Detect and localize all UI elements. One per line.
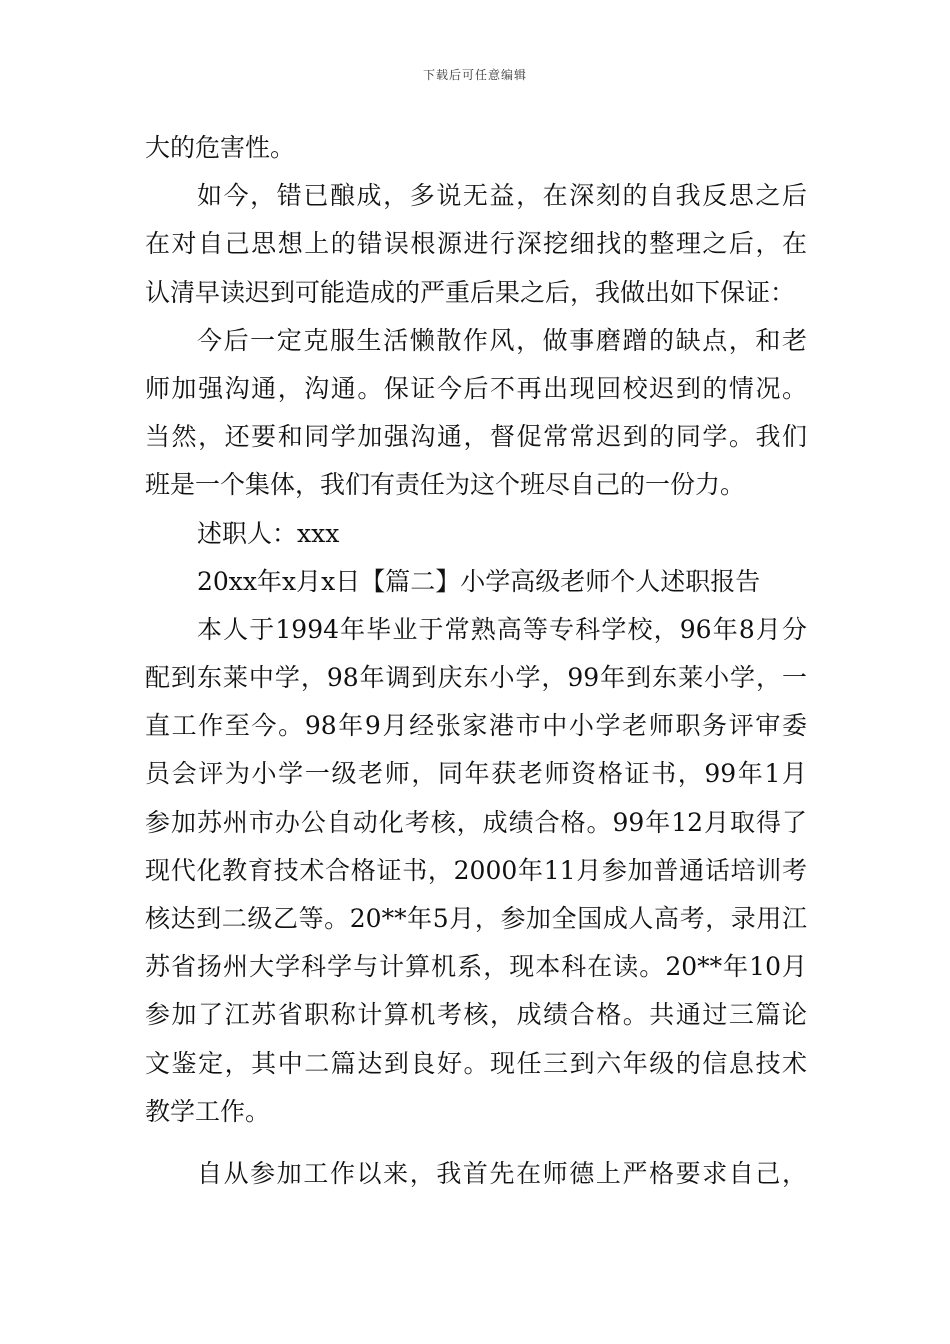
text-line: 认清早读迟到可能造成的严重后果之后，我做出如下保证： <box>145 277 796 307</box>
paragraph-gap <box>145 1136 807 1150</box>
text-line: 大的危害性。 <box>145 133 296 162</box>
text-line: 如今，错已酿成，多说无益，在深刻的自我反思之后 <box>197 181 807 211</box>
text-line: 师加强沟通，沟通。保证今后不再出现回校迟到的情况。 <box>145 373 807 403</box>
text-line: 20xx年x月x日【篇二】小学高级老师个人述职报告 <box>197 566 761 596</box>
text-line: 现代化教育技术合格证书，2000年11月参加普通话培训考 <box>145 855 807 885</box>
text-line: 核达到二级乙等。20**年5月，参加全国成人高考，录用江 <box>145 904 807 933</box>
text-line: 配到东莱中学，98年调到庆东小学，99年到东莱小学，一 <box>145 663 807 693</box>
text-line: 述职人：xxx <box>197 518 340 548</box>
header-note: 下载后可任意编辑 <box>422 68 527 82</box>
body-text <box>145 124 807 1198</box>
text-line: 教学工作。 <box>145 1096 271 1126</box>
text-line: 班是一个集体，我们有责任为这个班尽自己的一份力。 <box>145 470 746 500</box>
text-line: 员会评为小学一级老师，同年获老师资格证书，99年1月 <box>145 759 807 789</box>
text-line: 直工作至今。98年9月经张家港市中小学老师职务评审委 <box>145 711 807 741</box>
text-line: 今后一定克服生活懒散作风，做事磨蹭的缺点，和老 <box>197 325 807 355</box>
text-line: 参加苏州市办公自动化考核，成绩合格。99年12月取得了 <box>145 807 807 837</box>
text-line: 参加了江苏省职称计算机考核，成绩合格。共通过三篇论 <box>145 1000 807 1030</box>
text-line: 当然，还要和同学加强沟通，督促常常迟到的同学。我们 <box>145 422 807 452</box>
text-line: 文鉴定，其中二篇达到良好。现任三到六年级的信息技术 <box>145 1048 807 1078</box>
text-line: 在对自己思想上的错误根源进行深挖细找的整理之后，在 <box>145 229 807 259</box>
text-line: 本人于1994年毕业于常熟高等专科学校，96年8月分 <box>197 614 807 644</box>
text-line: 苏省扬州大学科学与计算机系，现本科在读。20**年10月 <box>145 952 807 982</box>
text-line: 自从参加工作以来，我首先在师德上严格要求自己， <box>197 1158 807 1188</box>
